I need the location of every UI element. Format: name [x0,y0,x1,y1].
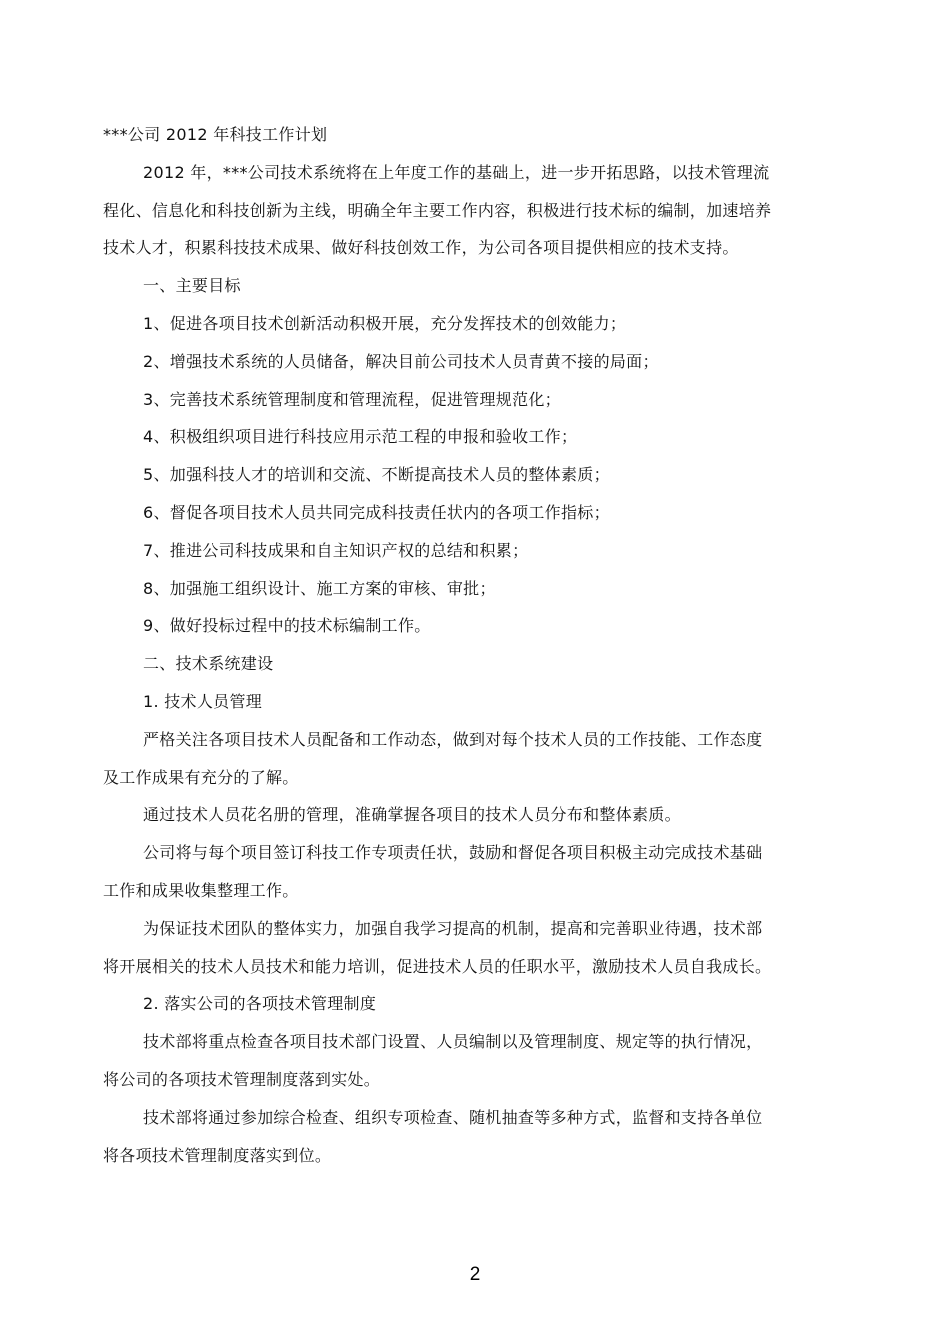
paragraph-line: 技术部将通过参加综合检查、组织专项检查、随机抽查等多种方式，监督和支持各单位 [143,1107,763,1127]
goal-item: 5、加强科技人才的培训和交流、不断提高技术人员的整体素质； [143,465,610,485]
paragraph-line: 将开展相关的技术人员技术和能力培训，促进技术人员的任职水平，激励技术人员自我成长。 [103,956,772,976]
intro-line: 技术人才，积累科技技术成果、做好科技创效工作，为公司各项目提供相应的技术支持。 [103,238,739,258]
goal-item: 2、增强技术系统的人员储备，解决目前公司技术人员青黄不接的局面； [143,351,659,371]
page-number: 2 [469,1264,481,1285]
paragraph [103,796,833,834]
paragraph [103,834,833,910]
paragraph-line: 将公司的各项技术管理制度落到实处。 [103,1069,381,1089]
goal-item: 7、推进公司科技成果和自主知识产权的总结和积累； [143,540,529,560]
section-heading-system-building: 二、技术系统建设 [143,654,274,674]
paragraph [103,721,833,797]
paragraph-line: 及工作成果有充分的了解。 [103,767,299,787]
goal-item: 3、完善技术系统管理制度和管理流程，促进管理规范化； [143,389,561,409]
paragraph-line: 技术部将重点检查各项目技术部门设置、人员编制以及管理制度、规定等的执行情况， [143,1032,763,1052]
paragraph-line: 公司将与每个项目签订科技工作专项责任状，鼓励和督促各项目积极主动完成技术基础 [143,843,763,863]
goal-item: 1、促进各项目技术创新活动积极开展，充分发挥技术的创效能力； [143,313,627,333]
goal-item: 6、督促各项目技术人员共同完成科技责任状内的各项工作指标； [143,502,610,522]
paragraph-line: 将各项技术管理制度落实到位。 [103,1145,332,1165]
paragraph [103,1023,833,1099]
intro-line: 2012 年，***公司技术系统将在上年度工作的基础上，进一步开拓思路，以技术管理流 [143,162,770,182]
paragraph-line: 为保证技术团队的整体实力，加强自我学习提高的机制，提高和完善职业待遇，技术部 [143,918,763,938]
goals-list [103,305,833,645]
intro-line: 程化、信息化和科技创新为主线，明确全年主要工作内容，积极进行技术标的编制，加速培养 [103,200,772,220]
subsection-heading-staff-management: 1. 技术人员管理 [143,691,263,711]
section-heading-main-goals: 一、主要目标 [143,276,241,296]
paragraph [103,1099,833,1175]
paragraph-line: 通过技术人员花名册的管理，准确掌握各项目的技术人员分布和整体素质。 [143,805,681,825]
paragraph-line: 严格关注各项目技术人员配备和工作动态，做到对每个技术人员的工作技能、工作态度 [143,729,763,749]
goal-item: 4、积极组织项目进行科技应用示范工程的申报和验收工作； [143,427,578,447]
document-title: ***公司 2012 年科技工作计划 [103,125,328,144]
subsection-heading-management-system: 2. 落实公司的各项技术管理制度 [143,994,377,1014]
paragraph [103,910,833,986]
paragraph-line: 工作和成果收集整理工作。 [103,880,299,900]
goal-item: 8、加强施工组织设计、施工方案的审核、审批； [143,578,496,598]
intro-paragraph [103,154,833,267]
document-body [103,116,833,1174]
goal-item: 9、做好投标过程中的技术标编制工作。 [143,616,431,636]
